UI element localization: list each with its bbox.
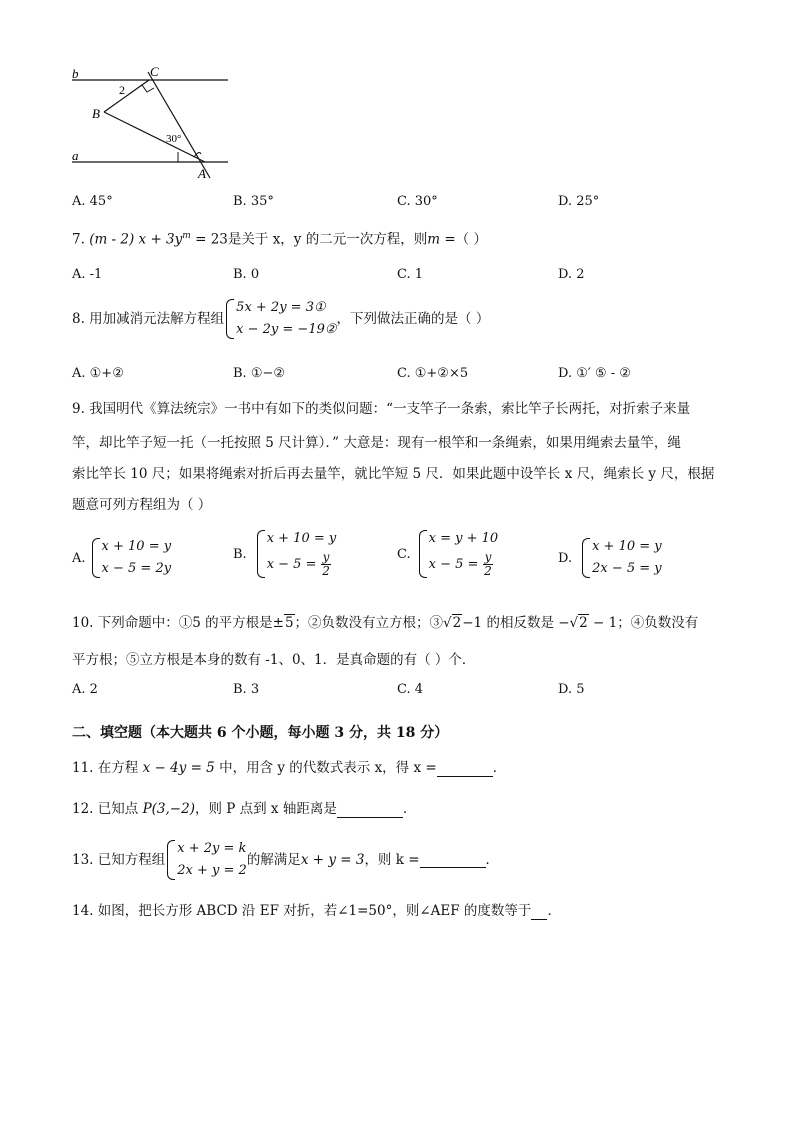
q10-line-2: 平方根；⑤立方根是本身的数有 -1、0、1．是真命题的有（ ）个． — [72, 652, 476, 668]
q7-option-c: C. 1 — [397, 267, 424, 282]
q11-answer-blank[interactable] — [437, 762, 493, 777]
q9-option-c: C. x = y + 10 x − 5 = $\frac{y}{2}$ — [397, 528, 498, 580]
q9-option-b: B. x + 10 = y x − 5 = $\frac{y}{2}$ — [233, 528, 336, 580]
q6-option-b: B. 35° — [233, 194, 274, 209]
label-B: B — [92, 106, 100, 121]
label-2: 2 — [119, 83, 125, 97]
q14-answer-blank[interactable] — [531, 905, 547, 920]
q8-system: 5x + 2y = 3① x − 2y = −19② — [224, 297, 336, 341]
q9-line-2: 竿，却比竿子短一托（一托按照 5 尺计算）．” 大意是：现有一根竿和一条绳索，如果用绳索去量竿，绳 — [72, 435, 681, 451]
label-30: 30° — [166, 133, 182, 145]
q14-stem: 14. 如图，把长方形 ABCD 沿 EF 对折，若∠1=50°，则∠AEF 的度数等于 ． — [72, 903, 561, 919]
q10-option-a: A. 2 — [72, 682, 98, 697]
q13-stem: 13. 已知方程组 x + 2y = k 2x + y = 2 的解满足 x + y = 3 ，则 k = ． — [72, 838, 499, 882]
q8-option-c: C. ①+②×5 — [397, 366, 469, 381]
q6-option-a: A. 45° — [72, 194, 113, 209]
q7-option-b: B. 0 — [233, 267, 260, 282]
q8-stem: 8. 用加减消元法解方程组 5x + 2y = 3① x − 2y = −19② ，下列做法正确的是（ ） — [72, 297, 489, 341]
label-a: a — [72, 148, 79, 163]
right-angle-mark — [142, 85, 154, 92]
q6-option-d: D. 25° — [558, 194, 600, 209]
q8-option-d: D. ①′ ⑤ - ② — [558, 366, 631, 381]
q11-stem: 11. 在方程 x − 4y = 5 中，用含 y 的代数式表示 x，得 x = ． — [72, 760, 507, 776]
label-A: A — [198, 166, 206, 181]
q9-line-4: 题意可列方程组为（ ） — [72, 497, 212, 513]
label-b: b — [72, 66, 79, 81]
q10-option-d: D. 5 — [558, 682, 585, 697]
q8-option-b: B. ①−② — [233, 366, 286, 381]
q10-option-c: C. 4 — [397, 682, 424, 697]
geometry-figure — [68, 62, 238, 184]
q12-answer-blank[interactable] — [337, 803, 403, 818]
section-2-header: 二、填空题（本大题共 6 个小题，每小题 3 分，共 18 分） — [72, 725, 449, 741]
q7-option-d: D. 2 — [558, 267, 585, 282]
line-BA — [104, 112, 205, 162]
q13-answer-blank[interactable] — [420, 853, 486, 868]
q9-line-1: 9. 我国明代《算法统宗》一书中有如下的类似问题：“一支竿子一条索，索比竿子长两托，对折索子来量 — [72, 401, 691, 417]
q12-stem: 12. 已知点 P(3,−2)，则 P 点到 x 轴距离是 ． — [72, 801, 417, 817]
label-C: C — [150, 64, 159, 79]
line-CB — [104, 80, 149, 112]
q9-line-3: 索比竿长 10 尺；如果将绳索对折后再去量竿，就比竿短 5 尺．如果此题中设竿长 x 尺，绳索长 y 尺，根据 — [72, 466, 715, 482]
q8-option-a: A. ①+② — [72, 366, 124, 381]
q6-option-c: C. 30° — [397, 194, 438, 209]
q10-option-b: B. 3 — [233, 682, 260, 697]
q9-option-a: A. x + 10 = y x − 5 = 2y — [72, 536, 171, 580]
q10-line-1: 10. 下列命题中：①5 的平方根是±5；②负数没有立方根；③√2−1 的相反数是 −√2 − 1；④负数没有 — [72, 615, 699, 631]
q9-option-d: D. x + 10 = y 2x − 5 = y — [558, 536, 662, 580]
q7-stem: 7. (m - 2) $x + 3y^m = 23$是关于 x，y 的二元一次方程，则m =（ ） — [72, 231, 487, 248]
q7-option-a: A. -1 — [72, 267, 103, 282]
